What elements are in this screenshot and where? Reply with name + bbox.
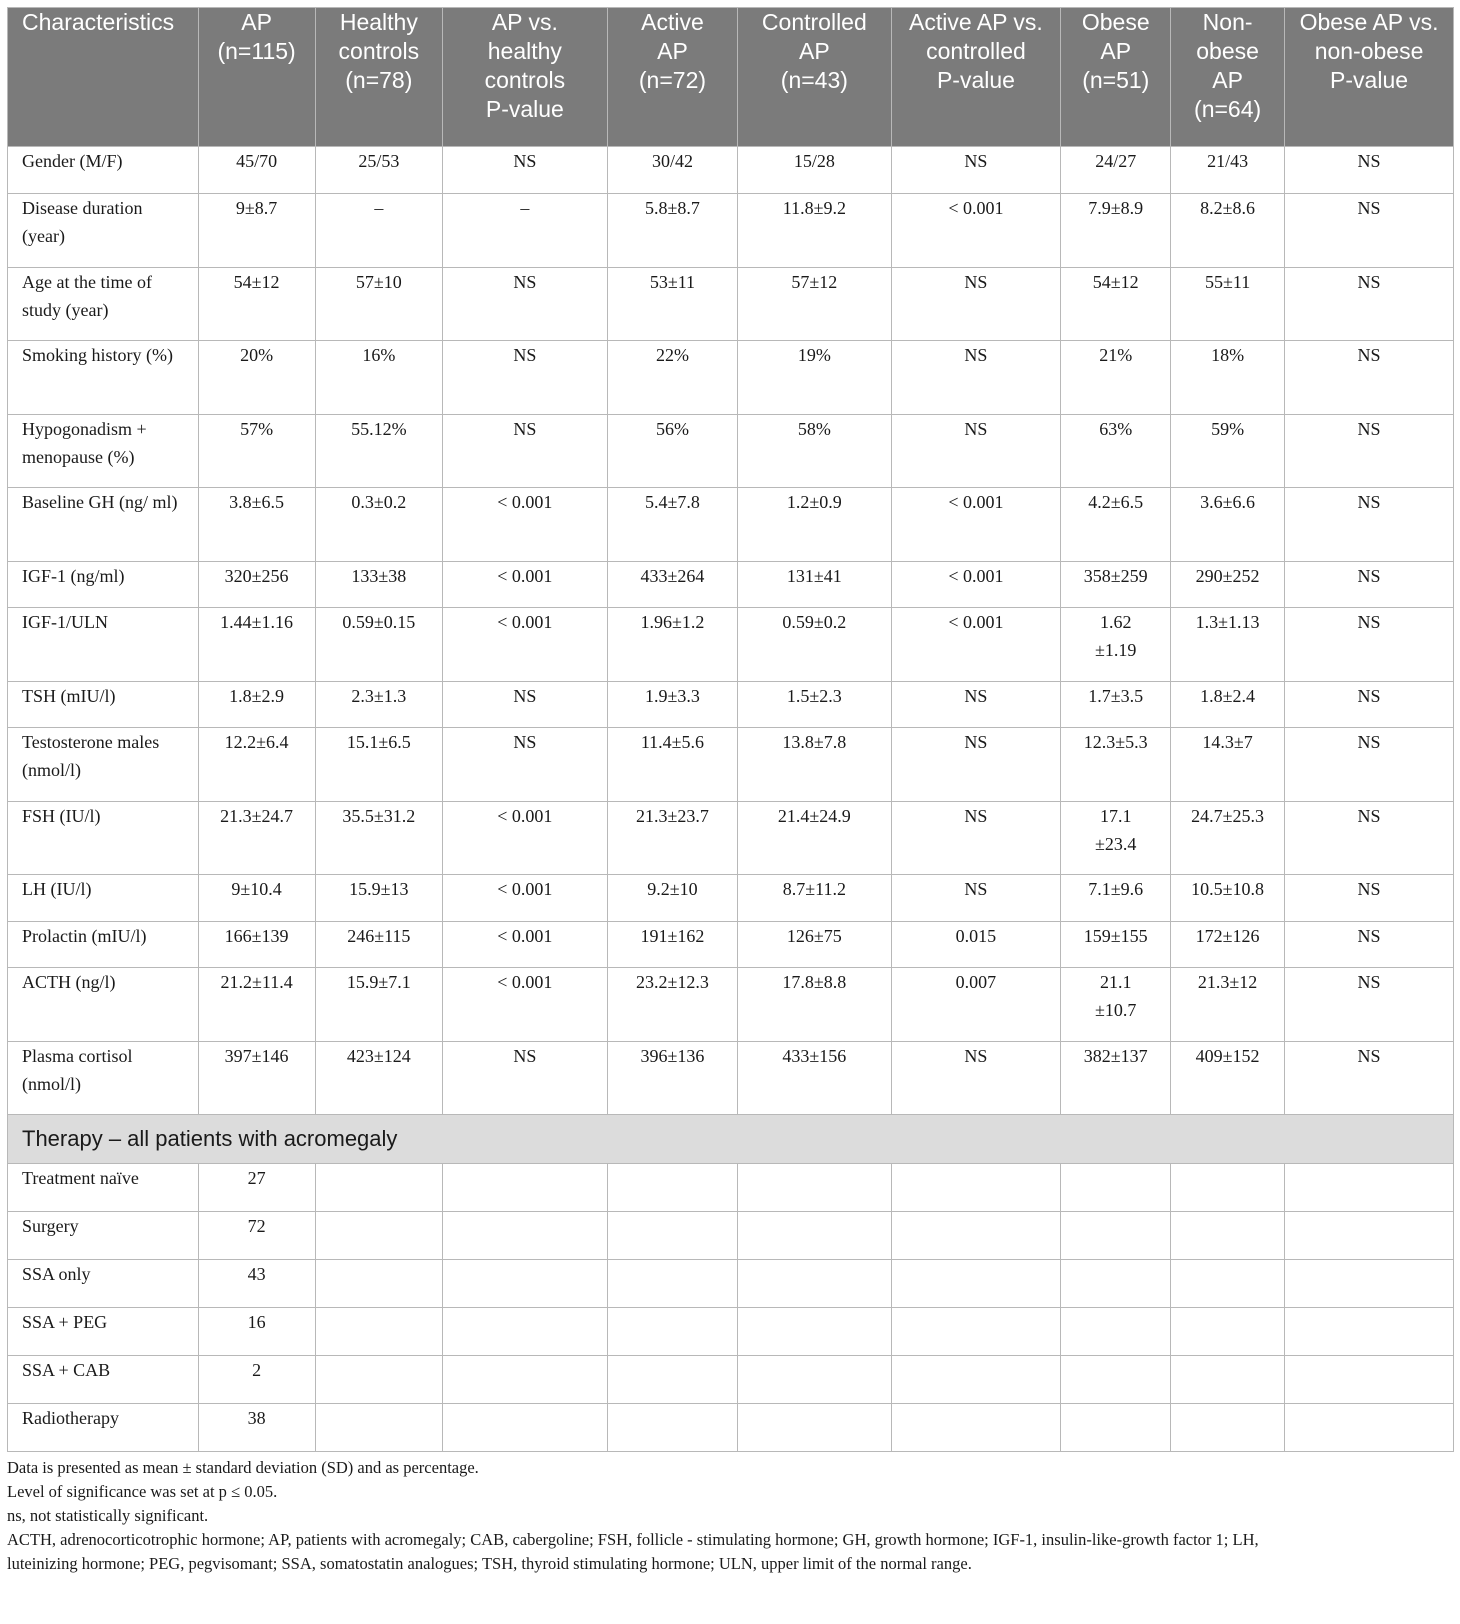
table-cell: 23.2±12.3 xyxy=(607,968,738,1042)
table-cell: NS xyxy=(443,728,608,802)
table-cell: 58% xyxy=(738,415,891,488)
row-label: FSH (IU/l) xyxy=(8,802,199,875)
empty-cell xyxy=(1171,1260,1285,1308)
table-cell: 21/43 xyxy=(1171,147,1285,194)
table-cell: 22% xyxy=(607,341,738,415)
row-label: Smoking history (%) xyxy=(8,341,199,415)
table-cell: 0.59±0.15 xyxy=(315,608,442,682)
table-cell: 35.5±31.2 xyxy=(315,802,442,875)
table-body xyxy=(8,147,1454,1452)
empty-cell xyxy=(315,1404,442,1452)
header-non-obese-ap: Non- obese AP (n=64) xyxy=(1171,8,1285,147)
table-cell: – xyxy=(315,194,442,268)
table-cell: 1.9±3.3 xyxy=(607,682,738,728)
header-active-vs-controlled-pvalue: Active AP vs. controlled P-value xyxy=(891,8,1061,147)
empty-cell xyxy=(607,1164,738,1212)
table-cell: 4.2±6.5 xyxy=(1061,488,1171,562)
table-cell: < 0.001 xyxy=(443,488,608,562)
footnote: Level of significance was set at p ≤ 0.05. xyxy=(7,1482,278,1501)
empty-cell xyxy=(891,1356,1061,1404)
therapy-count: 16 xyxy=(198,1308,315,1356)
empty-cell xyxy=(738,1356,891,1404)
therapy-count: 43 xyxy=(198,1260,315,1308)
row-label: IGF-1 (ng/ml) xyxy=(8,562,199,608)
table-cell: 409±152 xyxy=(1171,1042,1285,1115)
table-cell: 21.3±23.7 xyxy=(607,802,738,875)
empty-cell xyxy=(891,1212,1061,1260)
table-cell: NS xyxy=(1285,1042,1454,1115)
header-healthy-controls: Healthy controls (n=78) xyxy=(315,8,442,147)
table-cell: 12.3±5.3 xyxy=(1061,728,1171,802)
empty-cell xyxy=(1285,1164,1454,1212)
table-cell: 16% xyxy=(315,341,442,415)
table-row xyxy=(8,608,1454,682)
empty-cell xyxy=(1061,1356,1171,1404)
empty-cell xyxy=(607,1308,738,1356)
table-cell: 11.8±9.2 xyxy=(738,194,891,268)
section-title: Therapy – all patients with acromegaly xyxy=(8,1115,1454,1164)
table-cell: 126±75 xyxy=(738,922,891,968)
header-ap-vs-healthy-pvalue: AP vs. healthy controls P-value xyxy=(443,8,608,147)
table-cell: 8.2±8.6 xyxy=(1171,194,1285,268)
footnote: ns, not statistically significant. xyxy=(7,1506,209,1525)
table-cell: 12.2±6.4 xyxy=(198,728,315,802)
table-cell: NS xyxy=(1285,608,1454,682)
therapy-label: Surgery xyxy=(8,1212,199,1260)
header-active-ap: Active AP (n=72) xyxy=(607,8,738,147)
therapy-label: Radiotherapy xyxy=(8,1404,199,1452)
table-cell: < 0.001 xyxy=(443,922,608,968)
table-row xyxy=(8,562,1454,608)
table-cell: 8.7±11.2 xyxy=(738,875,891,922)
table-cell: NS xyxy=(1285,415,1454,488)
table-cell: NS xyxy=(1285,682,1454,728)
header-ap: AP (n=115) xyxy=(198,8,315,147)
table-row xyxy=(8,922,1454,968)
footnote: Data is presented as mean ± standard deviation (SD) and as percentage. xyxy=(7,1458,479,1477)
table-cell: 9±10.4 xyxy=(198,875,315,922)
empty-cell xyxy=(1285,1260,1454,1308)
table-cell: 1.5±2.3 xyxy=(738,682,891,728)
table-cell: 0.3±0.2 xyxy=(315,488,442,562)
table-cell: 7.1±9.6 xyxy=(1061,875,1171,922)
table-cell: 5.8±8.7 xyxy=(607,194,738,268)
table-cell: 57±10 xyxy=(315,268,442,341)
therapy-label: SSA + CAB xyxy=(8,1356,199,1404)
empty-cell xyxy=(1061,1260,1171,1308)
table-cell: 24.7±25.3 xyxy=(1171,802,1285,875)
characteristics-table xyxy=(7,7,1454,1452)
row-label: TSH (mIU/l) xyxy=(8,682,199,728)
table-cell: 433±156 xyxy=(738,1042,891,1115)
empty-cell xyxy=(1061,1404,1171,1452)
table-cell: NS xyxy=(1285,802,1454,875)
table-cell: 54±12 xyxy=(198,268,315,341)
table-cell: 15.9±13 xyxy=(315,875,442,922)
table-cell: NS xyxy=(891,875,1061,922)
table-cell: NS xyxy=(891,802,1061,875)
table-cell: 56% xyxy=(607,415,738,488)
empty-cell xyxy=(891,1308,1061,1356)
header-characteristics: Characteristics xyxy=(8,8,199,147)
table-cell: NS xyxy=(1285,488,1454,562)
empty-cell xyxy=(315,1308,442,1356)
table-cell: NS xyxy=(1285,728,1454,802)
table-cell: NS xyxy=(1285,875,1454,922)
table-row xyxy=(8,488,1454,562)
table-cell: 1.3±1.13 xyxy=(1171,608,1285,682)
table-cell: < 0.001 xyxy=(891,608,1061,682)
table-cell: < 0.001 xyxy=(443,608,608,682)
table-cell: 382±137 xyxy=(1061,1042,1171,1115)
empty-cell xyxy=(607,1260,738,1308)
therapy-count: 72 xyxy=(198,1212,315,1260)
row-label: Testosterone males (nmol/l) xyxy=(8,728,199,802)
therapy-count: 27 xyxy=(198,1164,315,1212)
table-cell: 290±252 xyxy=(1171,562,1285,608)
table-cell: NS xyxy=(443,1042,608,1115)
therapy-row xyxy=(8,1404,1454,1452)
row-label: Age at the time of study (year) xyxy=(8,268,199,341)
table-cell: 191±162 xyxy=(607,922,738,968)
table-cell: 30/42 xyxy=(607,147,738,194)
empty-cell xyxy=(443,1404,608,1452)
row-label: Disease duration (year) xyxy=(8,194,199,268)
table-cell: 1.96±1.2 xyxy=(607,608,738,682)
therapy-row xyxy=(8,1356,1454,1404)
therapy-count: 38 xyxy=(198,1404,315,1452)
empty-cell xyxy=(891,1260,1061,1308)
table-cell: 21.1 ±10.7 xyxy=(1061,968,1171,1042)
empty-cell xyxy=(891,1404,1061,1452)
table-cell: < 0.001 xyxy=(443,875,608,922)
table-cell: 1.7±3.5 xyxy=(1061,682,1171,728)
row-label: Prolactin (mIU/l) xyxy=(8,922,199,968)
table-cell: NS xyxy=(1285,968,1454,1042)
therapy-row xyxy=(8,1260,1454,1308)
table-cell: NS xyxy=(443,268,608,341)
empty-cell xyxy=(891,1164,1061,1212)
table-cell: 1.62 ±1.19 xyxy=(1061,608,1171,682)
empty-cell xyxy=(607,1212,738,1260)
table-cell: NS xyxy=(891,341,1061,415)
table-row xyxy=(8,268,1454,341)
table-cell: NS xyxy=(443,341,608,415)
table-cell: 396±136 xyxy=(607,1042,738,1115)
empty-cell xyxy=(315,1260,442,1308)
table-cell: 423±124 xyxy=(315,1042,442,1115)
row-label: Gender (M/F) xyxy=(8,147,199,194)
table-cell: 159±155 xyxy=(1061,922,1171,968)
table-row xyxy=(8,728,1454,802)
table-cell: 320±256 xyxy=(198,562,315,608)
therapy-label: SSA + PEG xyxy=(8,1308,199,1356)
empty-cell xyxy=(738,1308,891,1356)
table-cell: < 0.001 xyxy=(443,968,608,1042)
row-label: ACTH (ng/l) xyxy=(8,968,199,1042)
empty-cell xyxy=(607,1404,738,1452)
table-row xyxy=(8,802,1454,875)
therapy-row xyxy=(8,1212,1454,1260)
table-cell: NS xyxy=(891,682,1061,728)
table-cell: 0.015 xyxy=(891,922,1061,968)
table-cell: < 0.001 xyxy=(891,488,1061,562)
table-cell: NS xyxy=(891,147,1061,194)
table-cell: 19% xyxy=(738,341,891,415)
table-cell: < 0.001 xyxy=(891,562,1061,608)
table-cell: NS xyxy=(891,1042,1061,1115)
empty-cell xyxy=(1171,1308,1285,1356)
table-row xyxy=(8,682,1454,728)
table-cell: 57±12 xyxy=(738,268,891,341)
table-cell: 21.4±24.9 xyxy=(738,802,891,875)
therapy-label: Treatment naïve xyxy=(8,1164,199,1212)
table-cell: 53±11 xyxy=(607,268,738,341)
table-cell: NS xyxy=(1285,922,1454,968)
table-cell: 0.59±0.2 xyxy=(738,608,891,682)
table-row xyxy=(8,1042,1454,1115)
empty-cell xyxy=(738,1260,891,1308)
table-cell: 18% xyxy=(1171,341,1285,415)
table-cell: 358±259 xyxy=(1061,562,1171,608)
empty-cell xyxy=(738,1404,891,1452)
table-container xyxy=(7,7,1454,1576)
table-row xyxy=(8,415,1454,488)
table-cell: 5.4±7.8 xyxy=(607,488,738,562)
table-cell: 433±264 xyxy=(607,562,738,608)
table-cell: NS xyxy=(1285,268,1454,341)
table-cell: 15.1±6.5 xyxy=(315,728,442,802)
table-cell: 9±8.7 xyxy=(198,194,315,268)
empty-cell xyxy=(315,1212,442,1260)
row-label: Baseline GH (ng/ ml) xyxy=(8,488,199,562)
table-cell: 57% xyxy=(198,415,315,488)
table-cell: 131±41 xyxy=(738,562,891,608)
table-row xyxy=(8,875,1454,922)
empty-cell xyxy=(1061,1212,1171,1260)
table-cell: 166±139 xyxy=(198,922,315,968)
table-cell: 0.007 xyxy=(891,968,1061,1042)
empty-cell xyxy=(1285,1404,1454,1452)
table-cell: 7.9±8.9 xyxy=(1061,194,1171,268)
empty-cell xyxy=(443,1164,608,1212)
table-cell: 3.8±6.5 xyxy=(198,488,315,562)
table-cell: NS xyxy=(891,728,1061,802)
empty-cell xyxy=(1171,1164,1285,1212)
table-cell: 246±115 xyxy=(315,922,442,968)
empty-cell xyxy=(1285,1212,1454,1260)
table-cell: NS xyxy=(1285,341,1454,415)
table-row xyxy=(8,147,1454,194)
table-cell: 9.2±10 xyxy=(607,875,738,922)
empty-cell xyxy=(443,1356,608,1404)
empty-cell xyxy=(1061,1164,1171,1212)
table-cell: < 0.001 xyxy=(443,802,608,875)
footnote: luteinizing hormone; PEG, pegvisomant; SSA, somatostatin analogues; TSH, thyroid stimulating hormone; ULN, upper limit of the normal range. xyxy=(7,1554,972,1573)
table-cell: < 0.001 xyxy=(891,194,1061,268)
empty-cell xyxy=(315,1356,442,1404)
table-cell: 55±11 xyxy=(1171,268,1285,341)
empty-cell xyxy=(1285,1308,1454,1356)
therapy-count: 2 xyxy=(198,1356,315,1404)
table-cell: 17.1 ±23.4 xyxy=(1061,802,1171,875)
table-cell: 15/28 xyxy=(738,147,891,194)
therapy-row xyxy=(8,1308,1454,1356)
table-cell: 397±146 xyxy=(198,1042,315,1115)
table-cell: 24/27 xyxy=(1061,147,1171,194)
empty-cell xyxy=(1171,1356,1285,1404)
empty-cell xyxy=(1061,1308,1171,1356)
table-cell: 15.9±7.1 xyxy=(315,968,442,1042)
empty-cell xyxy=(315,1164,442,1212)
table-cell: 25/53 xyxy=(315,147,442,194)
table-cell: 54±12 xyxy=(1061,268,1171,341)
table-cell: 20% xyxy=(198,341,315,415)
row-label: Plasma cortisol (nmol/l) xyxy=(8,1042,199,1115)
table-cell: 1.2±0.9 xyxy=(738,488,891,562)
table-cell: 2.3±1.3 xyxy=(315,682,442,728)
row-label: Hypogonadism + menopause (%) xyxy=(8,415,199,488)
table-cell: NS xyxy=(1285,562,1454,608)
table-cell: 133±38 xyxy=(315,562,442,608)
header-obese-ap: Obese AP (n=51) xyxy=(1061,8,1171,147)
empty-cell xyxy=(607,1356,738,1404)
table-cell: 14.3±7 xyxy=(1171,728,1285,802)
therapy-row xyxy=(8,1164,1454,1212)
header-row xyxy=(8,8,1454,147)
table-footnotes xyxy=(7,1456,1454,1576)
table-cell: 21% xyxy=(1061,341,1171,415)
empty-cell xyxy=(1171,1404,1285,1452)
table-cell: < 0.001 xyxy=(443,562,608,608)
table-cell: NS xyxy=(891,268,1061,341)
table-cell: NS xyxy=(1285,147,1454,194)
table-cell: NS xyxy=(891,415,1061,488)
table-cell: 55.12% xyxy=(315,415,442,488)
row-label: LH (IU/l) xyxy=(8,875,199,922)
table-cell: 63% xyxy=(1061,415,1171,488)
empty-cell xyxy=(738,1212,891,1260)
table-cell: NS xyxy=(443,147,608,194)
table-cell: NS xyxy=(443,415,608,488)
table-row xyxy=(8,968,1454,1042)
table-cell: 172±126 xyxy=(1171,922,1285,968)
table-row xyxy=(8,341,1454,415)
empty-cell xyxy=(1171,1212,1285,1260)
table-cell: 13.8±7.8 xyxy=(738,728,891,802)
header-controlled-ap: Controlled AP (n=43) xyxy=(738,8,891,147)
table-cell: 1.8±2.4 xyxy=(1171,682,1285,728)
section-row-therapy xyxy=(8,1115,1454,1164)
therapy-label: SSA only xyxy=(8,1260,199,1308)
table-row xyxy=(8,194,1454,268)
table-cell: 21.2±11.4 xyxy=(198,968,315,1042)
table-cell: 59% xyxy=(1171,415,1285,488)
empty-cell xyxy=(1285,1356,1454,1404)
empty-cell xyxy=(443,1260,608,1308)
footnote: ACTH, adrenocorticotrophic hormone; AP, patients with acromegaly; CAB, cabergoline; FSH, follicle - stimulating hormone; GH, growth hormone; IGF-1, insulin-like-growth factor 1; LH, xyxy=(7,1530,1259,1549)
table-cell: 1.44±1.16 xyxy=(198,608,315,682)
table-cell: 21.3±24.7 xyxy=(198,802,315,875)
header-obese-vs-non-obese-pvalue: Obese AP vs. non-obese P-value xyxy=(1285,8,1454,147)
table-cell: 17.8±8.8 xyxy=(738,968,891,1042)
table-cell: 3.6±6.6 xyxy=(1171,488,1285,562)
table-cell: 10.5±10.8 xyxy=(1171,875,1285,922)
table-cell: 21.3±12 xyxy=(1171,968,1285,1042)
table-cell: NS xyxy=(443,682,608,728)
table-cell: NS xyxy=(1285,194,1454,268)
empty-cell xyxy=(443,1212,608,1260)
empty-cell xyxy=(443,1308,608,1356)
row-label: IGF-1/ULN xyxy=(8,608,199,682)
empty-cell xyxy=(738,1164,891,1212)
table-cell: 45/70 xyxy=(198,147,315,194)
table-cell: 1.8±2.9 xyxy=(198,682,315,728)
table-cell: 11.4±5.6 xyxy=(607,728,738,802)
table-cell: – xyxy=(443,194,608,268)
